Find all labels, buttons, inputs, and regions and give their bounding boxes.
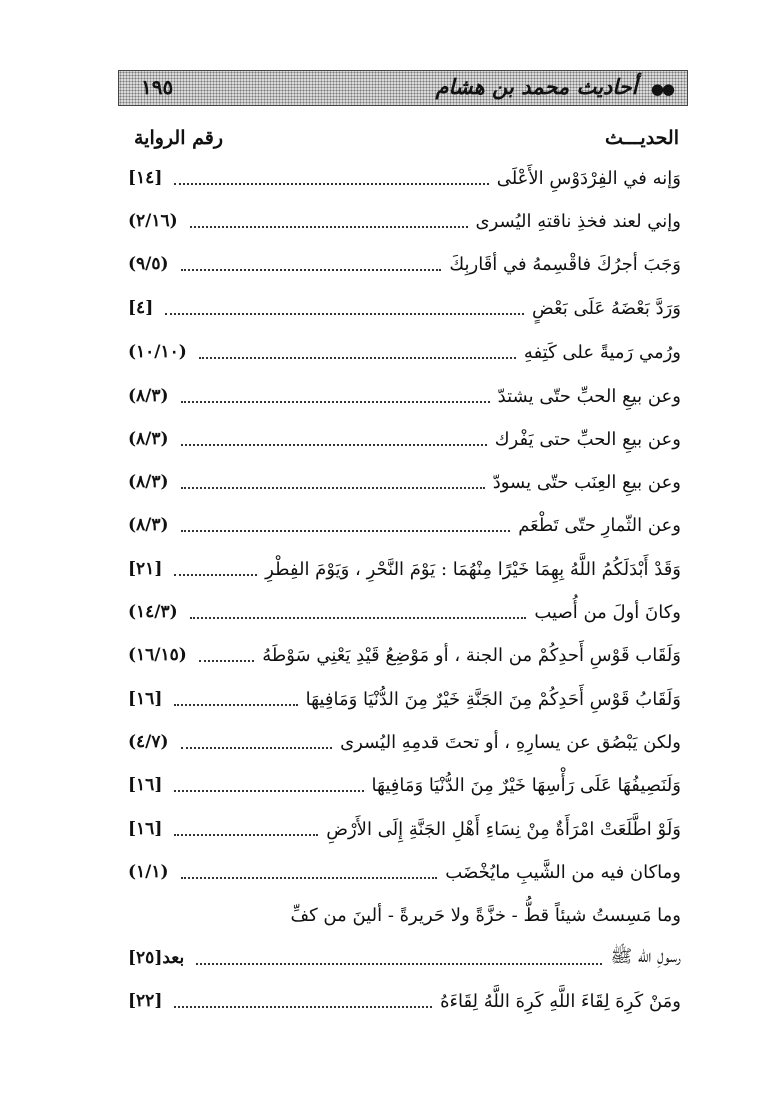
narration-ref: (١٤/٣): [128, 602, 178, 622]
hadith-text: وعن بيعِ الحبِّ حتى يَفْرك: [494, 428, 681, 450]
narration-ref: (٨/٣): [128, 386, 169, 406]
list-item: [128, 722, 681, 762]
narration-ref: [١٦]: [128, 689, 163, 709]
leader-dots: [199, 660, 254, 662]
narration-ref: (١/١): [128, 862, 169, 882]
narration-ref: (٢/١٦): [128, 211, 178, 231]
narration-ref: [٤]: [128, 298, 154, 318]
page-number: ١٩٥: [141, 75, 174, 99]
list-item: [128, 462, 681, 502]
hadith-text: ورُمي رَميةً على كَتِفهِ: [523, 341, 681, 363]
hadith-text: وَجَبَ أجرُكَ فاقْسِمهُ في أقَاربِكَ: [449, 253, 681, 275]
leader-dots: [181, 747, 333, 749]
leader-dots: [165, 313, 524, 315]
list-item: [128, 158, 681, 198]
list-item: [128, 244, 681, 284]
leader-dots: [174, 183, 488, 185]
list-item: [128, 981, 681, 1021]
list-item: [128, 679, 681, 719]
hadith-text: وكانَ أولَ من أُصيب: [534, 601, 681, 623]
narration-ref: (٩/٥): [128, 254, 169, 274]
running-title: [436, 74, 673, 99]
leader-dots: [181, 269, 442, 271]
leader-dots: [181, 877, 438, 879]
hadith-text: وَلَوْ اطَّلَعَتْ امْرَأَةٌ مِنْ نِسَاءِ أَهْلِ الجَنَّةِ إِلَى الأَرْضِ: [326, 818, 681, 840]
leader-dots: [174, 790, 363, 792]
column-heading-narration-number: رقم الرواية: [134, 127, 223, 149]
narration-ref: [١٤]: [128, 168, 163, 188]
narration-ref: (٨/٣): [128, 515, 169, 535]
hadith-text: وعن بيعِ العِنَب حتّى يسودّ: [492, 471, 681, 493]
list-item: [128, 505, 681, 545]
narration-ref: بعد[٢٥]: [128, 948, 185, 968]
header-title-text: أحاديث محمد بن هشام: [435, 74, 638, 99]
hadith-text: وإني لعند فخذِ ناقتهِ اليُسرى: [475, 210, 681, 232]
list-item: [128, 765, 681, 805]
leader-dots: [181, 401, 490, 403]
list-item: [128, 419, 681, 459]
leader-dots: [196, 963, 602, 965]
hadith-text: وَلَقَاب قَوْسِ أَحدِكُمْ من الجنة ، أو مَوْضِعُ قَيْدِ يَعْنِي سَوْطَهُ: [262, 644, 681, 666]
leader-dots: [190, 617, 527, 619]
hadith-text: وَلَقَابُ قَوْسِ أَحَدِكُمْ مِنَ الجَنَّةِ خَيْرٌ مِنَ الدُّنْيَا وَمَافِيهَا: [305, 688, 681, 710]
page-header: [118, 70, 688, 106]
list-item: [128, 809, 681, 849]
narration-ref: [٢١]: [128, 559, 163, 579]
list-item: [128, 288, 681, 328]
hadith-text: وَرَدَّ بَعْضَهُ عَلَى بَعْضٍ: [532, 297, 681, 319]
leader-dots: [174, 574, 257, 576]
leader-dots: [181, 487, 485, 489]
leader-dots: [181, 530, 511, 532]
narration-ref: (١٦/١٥): [128, 645, 187, 665]
list-item: [128, 376, 681, 416]
list-item: [128, 635, 681, 675]
list-item: [128, 895, 681, 935]
hadith-text: وَلَنَصِيفُهَا عَلَى رَأْسِهَا خَيْرٌ مِنَ الدُّنْيَا وَمَافِيهَا: [371, 774, 681, 796]
hadith-text: وَقَدْ أَبْدَلَكُمُ اللَّهُ بِهِمَا خَيْرًا مِنْهُمَا : يَوْمَ النَّحْرِ ، وَيَوْمَ الفِطْرِ: [265, 558, 681, 580]
narration-ref: (١٠/١٠): [128, 342, 187, 362]
narration-ref: [٢٢]: [128, 991, 163, 1011]
ornament-dots-icon: ●●: [650, 79, 673, 98]
narration-ref: [١٦]: [128, 819, 163, 839]
narration-ref: [١٦]: [128, 775, 163, 795]
hadith-text: ولكن يَبْصُق عن يسارِهِ ، أو تحتَ قدمِهِ اليُسرى: [340, 731, 681, 753]
list-item: [128, 852, 681, 892]
hadith-text: وعن بيعِ الحبِّ حتّى يشتدّ: [497, 385, 681, 407]
list-item: [128, 938, 681, 978]
hadith-text: وَإنه في الفِرْدَوْسِ الأَعْلَى: [496, 167, 681, 189]
hadith-text: وما مَسِستُ شيئاً قطُّ - خزَّةً ولا حَريرةً - ألينَ من كفِّ: [290, 904, 681, 926]
list-item: [128, 332, 681, 372]
leader-dots: [190, 226, 468, 228]
narration-ref: (٨/٣): [128, 429, 169, 449]
leader-dots: [181, 444, 487, 446]
hadith-text: ومَنْ كَرِهَ لِقَاءَ اللَّهِ كَرِهَ اللَّهُ لِقَاءَهُ: [440, 990, 681, 1012]
narration-ref: (٤/٧): [128, 732, 169, 752]
list-item: [128, 201, 681, 241]
hadith-text: وماكان فيه من الشَّيبِ مايُخْضَب: [445, 861, 681, 883]
leader-dots: [174, 704, 297, 706]
hadith-text: وعن الثّمارِ حتّى تَطْعَم: [518, 514, 681, 536]
narration-ref: (٨/٣): [128, 472, 169, 492]
column-heading-hadith: الحديـــث: [605, 127, 679, 149]
list-item: [128, 549, 681, 589]
leader-dots: [174, 834, 318, 836]
leader-dots: [199, 357, 516, 359]
hadith-text: رسولِ اللّه ﷺ: [610, 946, 681, 967]
list-item: [128, 592, 681, 632]
leader-dots: [174, 1006, 432, 1008]
